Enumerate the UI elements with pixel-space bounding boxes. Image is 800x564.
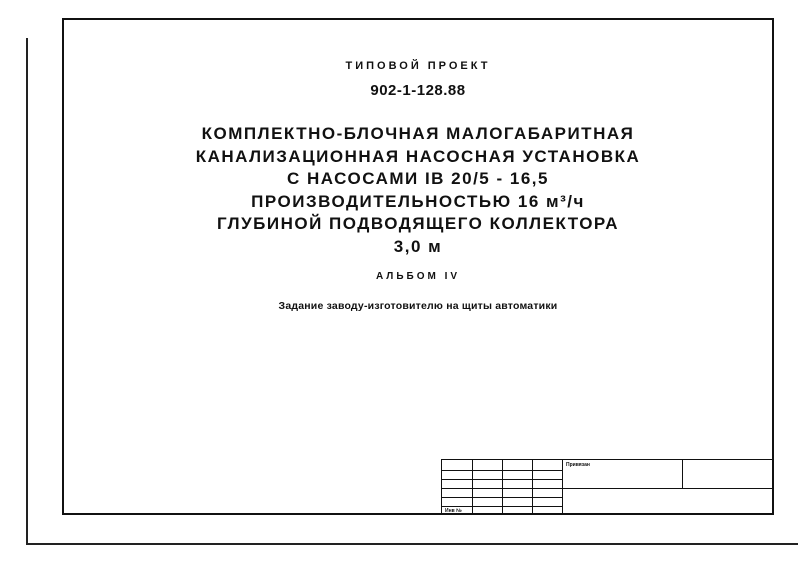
title-line: 3,0 м: [393, 236, 443, 256]
stamp-row-line: [562, 488, 774, 489]
title-line: С НАСОСАМИ IВ 20/5 - 16,5: [287, 169, 549, 188]
stamp-divider: [682, 460, 683, 488]
project-series: ТИПОВОЙ ПРОЕКТ: [345, 60, 491, 72]
stamp-linked-label: Привязан: [566, 462, 590, 468]
title-line: КАНАЛИЗАЦИОННАЯ НАСОСНАЯ УСТАНОВКА: [195, 146, 641, 166]
stamp-inventory-label: Инв №: [445, 508, 462, 514]
title-block-stamp: [441, 459, 774, 515]
title-line: ГЛУБИНОЙ ПОДВОДЯЩЕГО КОЛЛЕКТОРА: [216, 214, 620, 233]
stamp-row-line: [442, 470, 562, 471]
outer-bottom-border: [26, 543, 798, 545]
project-title: [62, 123, 774, 258]
stamp-row-line: [442, 506, 562, 507]
album-label: АЛЬБОМ IV: [375, 271, 461, 282]
album-subject: Задание заводу-изготовителю на щиты автоматики: [278, 300, 558, 312]
title-line: КОМПЛЕКТНО-БЛОЧНАЯ МАЛОГАБАРИТНАЯ: [201, 124, 635, 143]
stamp-row-line: [442, 488, 562, 489]
stamp-row-line: [442, 497, 562, 498]
stamp-row-line: [442, 479, 562, 480]
project-number: 902-1-128.88: [370, 82, 466, 99]
title-line: ПРОИЗВОДИТЕЛЬНОСТЬЮ 16 м³/ч: [251, 191, 585, 211]
outer-left-border: [26, 38, 28, 544]
